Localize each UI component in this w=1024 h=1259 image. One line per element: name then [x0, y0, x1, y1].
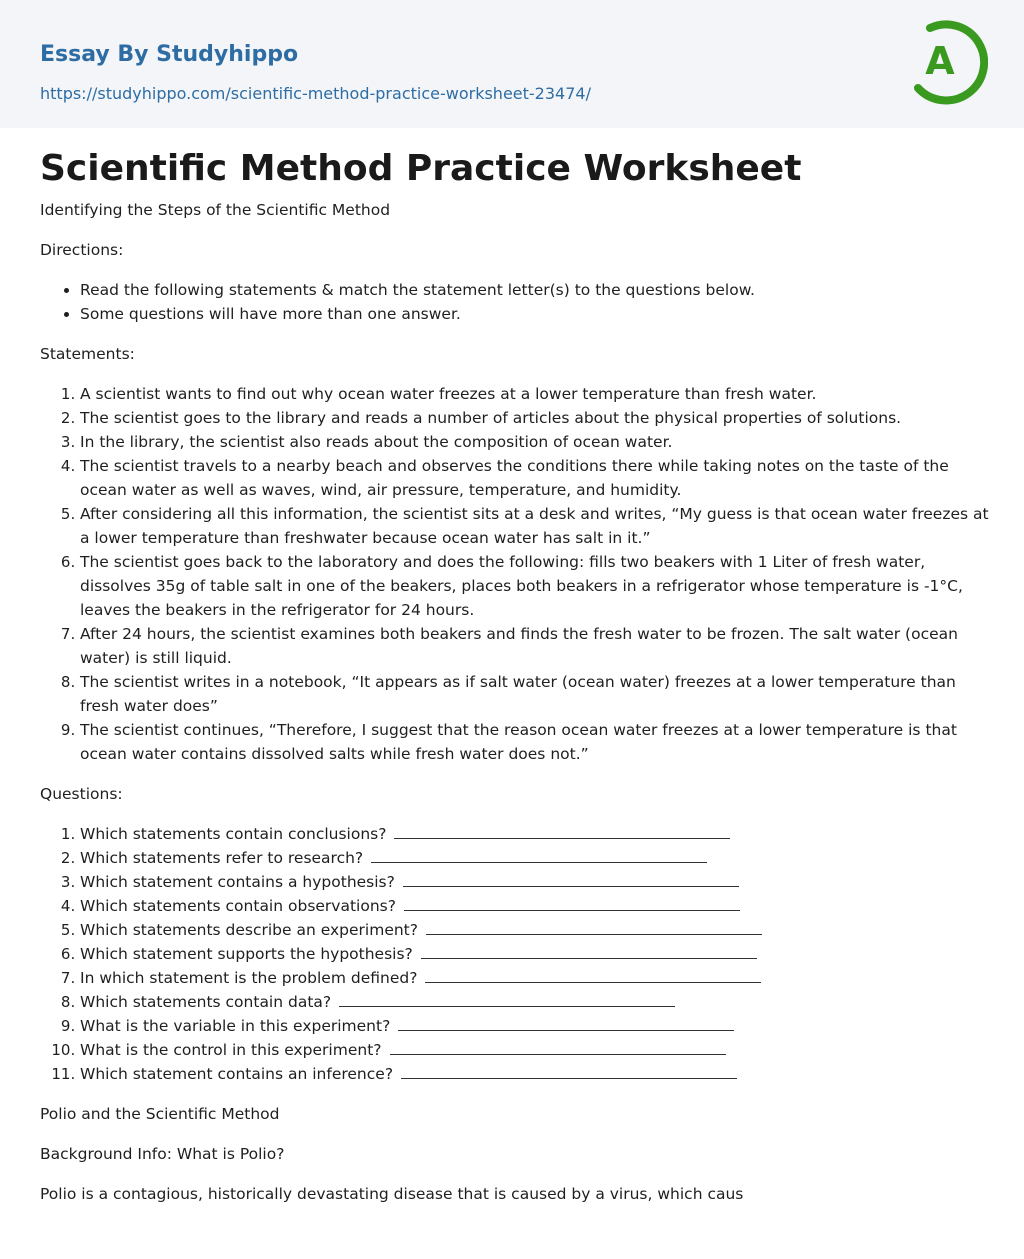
question-text: Which statements describe an experiment? [80, 921, 418, 939]
direction-item: • Read the following statements & match the statement letter(s) to the questions below. [80, 278, 990, 302]
essay-body [40, 198, 990, 1222]
answer-blank [371, 848, 707, 863]
questions-list [40, 822, 990, 1086]
statement-item: 3. In the library, the scientist also reads about the composition of ocean water. [80, 430, 990, 454]
answer-blank [394, 824, 730, 839]
statement-item: 5. After considering all this information, the scientist sits at a desk and writes, “My guess is that ocean water freezes at a lower temperature than freshwater because ocean water has salt in it.” [80, 502, 990, 550]
question-text: What is the variable in this experiment? [80, 1017, 391, 1035]
statement-item: 7. After 24 hours, the scientist examines both beakers and finds the fresh water to be frozen. The salt water (ocean water) is still liquid. [80, 622, 990, 670]
essay-url-link[interactable]: https://studyhippo.com/scientific-method-practice-worksheet-23474/ [40, 84, 591, 103]
directions-list [40, 278, 990, 326]
answer-blank [404, 896, 740, 911]
question-item [80, 918, 990, 942]
page-title: Scientific Method Practice Worksheet [40, 148, 802, 189]
question-item [80, 990, 990, 1014]
logo-letter: A [925, 39, 955, 83]
polio-heading: Polio and the Scientific Method [40, 1105, 280, 1123]
question-text: Which statement supports the hypothesis? [80, 945, 413, 963]
question-text: Which statement contains a hypothesis? [80, 873, 395, 891]
subtitle: Identifying the Steps of the Scientific Method [40, 201, 391, 219]
statement-item: 6. The scientist goes back to the laboratory and does the following: fills two beakers with 1 Liter of fresh water, dissolves 35g of table salt in one of the beakers, places both beakers in a refrigerator whose temperature is -1°C, leaves the beakers in the refrigerator for 24 hours. [80, 550, 990, 622]
statement-item: 4. The scientist travels to a nearby beach and observes the conditions there while taking notes on the taste of the ocean water as well as waves, wind, air pressure, temperature, and humidity. [80, 454, 990, 502]
answer-blank [398, 1016, 734, 1031]
question-text: Which statements contain conclusions? [80, 825, 387, 843]
question-item [80, 894, 990, 918]
question-item [80, 870, 990, 894]
question-text: Which statement contains an inference? [80, 1065, 394, 1083]
direction-item: • Some questions will have more than one answer. [80, 302, 990, 326]
polio-text: Polio is a contagious, historically devastating disease that is caused by a virus, which caus [40, 1185, 744, 1203]
question-text: Which statements refer to research? [80, 849, 364, 867]
statement-item: 9. The scientist continues, “Therefore, I suggest that the reason ocean water freezes at a lower temperature is that ocean water contains dissolved salts while fresh water does not.” [80, 718, 990, 766]
statement-item: 1. A scientist wants to find out why ocean water freezes at a lower temperature than fresh water. [80, 382, 990, 406]
answer-blank [401, 1064, 737, 1079]
statement-item: 8. The scientist writes in a notebook, “It appears as if salt water (ocean water) freezes at a lower temperature than fresh water does” [80, 670, 990, 718]
question-item [80, 1038, 990, 1062]
question-item [80, 1014, 990, 1038]
statements-label: Statements: [40, 345, 135, 363]
question-item [80, 822, 990, 846]
brand-title[interactable]: Essay By Studyhippo [40, 42, 299, 67]
background-label: Background Info: What is Polio? [40, 1145, 285, 1163]
answer-blank [426, 920, 762, 935]
question-item [80, 846, 990, 870]
studyhippo-logo-icon[interactable] [910, 18, 988, 106]
question-item [80, 942, 990, 966]
question-text: What is the control in this experiment? [80, 1041, 382, 1059]
answer-blank [403, 872, 739, 887]
answer-blank [339, 992, 675, 1007]
statements-list [40, 382, 990, 766]
question-text: Which statements contain data? [80, 993, 332, 1011]
answer-blank [421, 944, 757, 959]
directions-label: Directions: [40, 241, 124, 259]
question-item [80, 966, 990, 990]
statement-item: 2. The scientist goes to the library and reads a number of articles about the physical properties of solutions. [80, 406, 990, 430]
question-text: Which statements contain observations? [80, 897, 396, 915]
question-item [80, 1062, 990, 1086]
answer-blank [425, 968, 761, 983]
questions-label: Questions: [40, 785, 123, 803]
answer-blank [390, 1040, 726, 1055]
question-text: In which statement is the problem defined? [80, 969, 418, 987]
